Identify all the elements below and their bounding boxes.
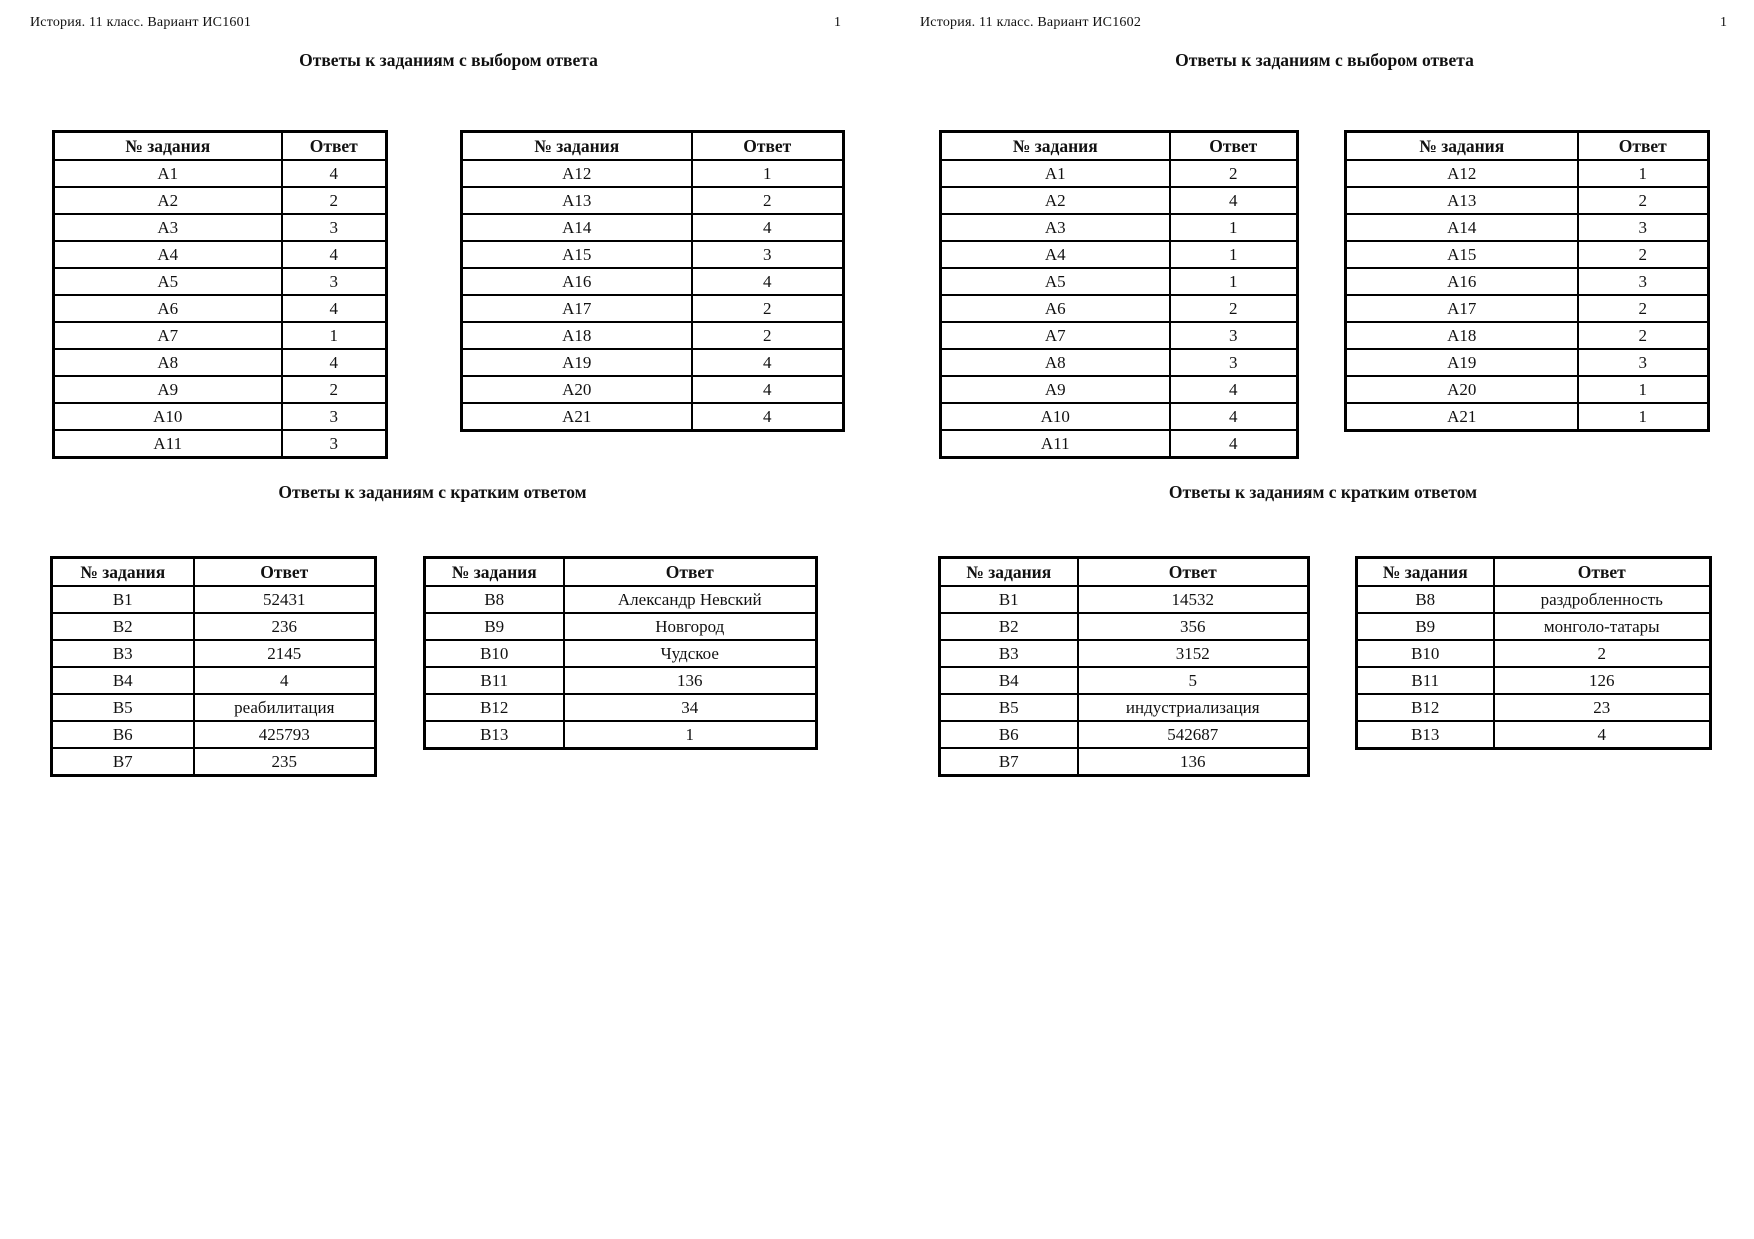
task-cell: В12 xyxy=(1357,694,1494,721)
answer-cell: 1 xyxy=(564,721,817,749)
page1-short-table-b8-b13 xyxy=(423,556,818,750)
task-cell: А7 xyxy=(54,322,282,349)
table-row xyxy=(462,268,844,295)
task-cell: В11 xyxy=(425,667,564,694)
task-cell: В1 xyxy=(940,586,1078,613)
task-cell: В7 xyxy=(940,748,1078,776)
task-cell: В9 xyxy=(425,613,564,640)
table-header-row xyxy=(1357,558,1711,587)
task-cell: В5 xyxy=(940,694,1078,721)
table-row xyxy=(940,640,1309,667)
answer-cell: Александр Невский xyxy=(564,586,817,613)
table-row xyxy=(940,586,1309,613)
task-cell: А14 xyxy=(462,214,692,241)
task-cell: В7 xyxy=(52,748,194,776)
answer-cell: 34 xyxy=(564,694,817,721)
table-row xyxy=(1346,214,1709,241)
task-col-header: № задания xyxy=(462,132,692,161)
task-cell: А13 xyxy=(462,187,692,214)
table-row xyxy=(52,721,376,748)
task-col-header: № задания xyxy=(941,132,1170,161)
task-cell: А12 xyxy=(1346,160,1578,187)
answer-cell: 23 xyxy=(1494,694,1711,721)
table-row xyxy=(1346,241,1709,268)
page1-header: История. 11 класс. Вариант ИС1601 xyxy=(30,15,252,30)
answer-cell: 425793 xyxy=(194,721,376,748)
table-row xyxy=(425,694,817,721)
task-cell: А19 xyxy=(1346,349,1578,376)
answer-cell: Чудское xyxy=(564,640,817,667)
table-row xyxy=(1357,694,1711,721)
task-cell: В9 xyxy=(1357,613,1494,640)
answer-cell: 2 xyxy=(692,322,844,349)
answer-cell: 2 xyxy=(1578,295,1709,322)
task-cell: А9 xyxy=(54,376,282,403)
task-col-header: № задания xyxy=(425,558,564,587)
task-cell: В1 xyxy=(52,586,194,613)
answer-cell: 2 xyxy=(1578,187,1709,214)
task-col-header: № задания xyxy=(1357,558,1494,587)
answer-cell: 3 xyxy=(282,403,387,430)
task-cell: А16 xyxy=(462,268,692,295)
table-header-row xyxy=(1346,132,1709,161)
answer-cell: 4 xyxy=(282,160,387,187)
task-col-header: № задания xyxy=(940,558,1078,587)
table-row xyxy=(54,322,387,349)
table-row xyxy=(462,376,844,403)
page1-short-table-b1-b7 xyxy=(50,556,377,777)
table-row xyxy=(54,160,387,187)
task-cell: А6 xyxy=(941,295,1170,322)
task-cell: А15 xyxy=(1346,241,1578,268)
task-cell: А19 xyxy=(462,349,692,376)
answer-cell: 3 xyxy=(1578,214,1709,241)
table-row xyxy=(54,295,387,322)
answer-cell: 5 xyxy=(1078,667,1309,694)
task-cell: А11 xyxy=(941,430,1170,458)
answer-cell: 542687 xyxy=(1078,721,1309,748)
table-header-row xyxy=(425,558,817,587)
task-cell: А8 xyxy=(54,349,282,376)
task-cell: В10 xyxy=(425,640,564,667)
page1-choice-table-a1-a11 xyxy=(52,130,388,459)
answer-cell: 4 xyxy=(1170,430,1298,458)
answer-col-header: Ответ xyxy=(1170,132,1298,161)
answer-cell: 1 xyxy=(282,322,387,349)
task-cell: А1 xyxy=(941,160,1170,187)
answer-cell: 4 xyxy=(194,667,376,694)
answer-cell: 3 xyxy=(282,214,387,241)
page1-short-section-title: Ответы к заданиям с кратким ответом xyxy=(278,482,587,502)
answer-cell: 356 xyxy=(1078,613,1309,640)
table-row xyxy=(1357,586,1711,613)
page2-choice-section-title: Ответы к заданиям с выбором ответа xyxy=(1175,50,1474,70)
answer-cell: 4 xyxy=(692,403,844,431)
answer-col-header: Ответ xyxy=(1494,558,1711,587)
task-cell: В5 xyxy=(52,694,194,721)
answer-cell: 1 xyxy=(692,160,844,187)
answer-cell: 1 xyxy=(1578,403,1709,431)
task-cell: В11 xyxy=(1357,667,1494,694)
answer-cell: 4 xyxy=(282,241,387,268)
task-cell: А13 xyxy=(1346,187,1578,214)
task-cell: В3 xyxy=(52,640,194,667)
table-row xyxy=(941,349,1298,376)
answer-cell: 126 xyxy=(1494,667,1711,694)
page2-choice-table-a1-a11 xyxy=(939,130,1299,459)
page2-short-section-title: Ответы к заданиям с кратким ответом xyxy=(1168,482,1478,502)
table-row xyxy=(1346,403,1709,431)
task-cell: А3 xyxy=(941,214,1170,241)
table-header-row xyxy=(54,132,387,161)
answer-cell: 2 xyxy=(282,376,387,403)
table-row xyxy=(1357,613,1711,640)
table-row xyxy=(52,613,376,640)
answer-cell: 3 xyxy=(282,430,387,458)
task-cell: В4 xyxy=(940,667,1078,694)
answer-cell: 1 xyxy=(1578,160,1709,187)
answer-cell: 3152 xyxy=(1078,640,1309,667)
answer-cell: раздробленность xyxy=(1494,586,1711,613)
page2-number: 1 xyxy=(1720,15,1728,30)
answer-cell: 3 xyxy=(692,241,844,268)
task-cell: А15 xyxy=(462,241,692,268)
answer-col-header: Ответ xyxy=(194,558,376,587)
answer-cell: 236 xyxy=(194,613,376,640)
answer-cell: 4 xyxy=(282,295,387,322)
task-cell: А12 xyxy=(462,160,692,187)
task-cell: А21 xyxy=(462,403,692,431)
task-cell: А10 xyxy=(54,403,282,430)
table-row xyxy=(1346,349,1709,376)
task-cell: А4 xyxy=(54,241,282,268)
task-cell: А17 xyxy=(1346,295,1578,322)
answer-cell: 1 xyxy=(1170,241,1298,268)
task-cell: А8 xyxy=(941,349,1170,376)
answer-col-header: Ответ xyxy=(692,132,844,161)
answer-cell: монголо-татары xyxy=(1494,613,1711,640)
table-row xyxy=(1357,667,1711,694)
table-row xyxy=(52,694,376,721)
answer-cell: 2 xyxy=(1578,322,1709,349)
table-row xyxy=(941,241,1298,268)
task-cell: А1 xyxy=(54,160,282,187)
table-row xyxy=(54,214,387,241)
task-cell: А20 xyxy=(1346,376,1578,403)
table-row xyxy=(425,613,817,640)
table-header-row xyxy=(941,132,1298,161)
table-row xyxy=(1346,295,1709,322)
answer-cell: 14532 xyxy=(1078,586,1309,613)
table-row xyxy=(54,376,387,403)
answer-cell: 3 xyxy=(282,268,387,295)
task-cell: А11 xyxy=(54,430,282,458)
table-row xyxy=(54,268,387,295)
task-cell: В3 xyxy=(940,640,1078,667)
page2-header: История. 11 класс. Вариант ИС1602 xyxy=(920,15,1142,30)
answer-cell: 136 xyxy=(564,667,817,694)
table-row xyxy=(462,403,844,431)
answer-cell: 2 xyxy=(1578,241,1709,268)
table-row xyxy=(52,640,376,667)
table-row xyxy=(52,667,376,694)
answer-cell: 2 xyxy=(1170,295,1298,322)
answer-cell: 4 xyxy=(692,214,844,241)
answer-cell: 3 xyxy=(1170,349,1298,376)
answer-cell: 4 xyxy=(692,268,844,295)
table-row xyxy=(52,748,376,776)
task-cell: В10 xyxy=(1357,640,1494,667)
task-cell: А20 xyxy=(462,376,692,403)
table-header-row xyxy=(52,558,376,587)
table-row xyxy=(1357,640,1711,667)
answer-cell: 2 xyxy=(1494,640,1711,667)
task-cell: А6 xyxy=(54,295,282,322)
answer-cell: 235 xyxy=(194,748,376,776)
page2-short-table-b1-b7 xyxy=(938,556,1310,777)
table-row xyxy=(1346,376,1709,403)
table-row xyxy=(941,295,1298,322)
task-cell: В8 xyxy=(1357,586,1494,613)
page1-number: 1 xyxy=(834,15,842,30)
answer-cell: 2 xyxy=(692,295,844,322)
task-cell: А4 xyxy=(941,241,1170,268)
answer-cell: 4 xyxy=(282,349,387,376)
table-row xyxy=(941,322,1298,349)
page1-choice-section-title: Ответы к заданиям с выбором ответа xyxy=(299,50,598,70)
answer-cell: 2145 xyxy=(194,640,376,667)
task-col-header: № задания xyxy=(52,558,194,587)
table-row xyxy=(425,586,817,613)
answer-cell: 3 xyxy=(1578,268,1709,295)
task-cell: А5 xyxy=(54,268,282,295)
table-row xyxy=(941,430,1298,458)
task-cell: В6 xyxy=(940,721,1078,748)
answer-cell: 3 xyxy=(1578,349,1709,376)
table-row xyxy=(1357,721,1711,749)
table-row xyxy=(425,640,817,667)
answer-cell: 4 xyxy=(1170,403,1298,430)
table-row xyxy=(940,667,1309,694)
table-row xyxy=(1346,187,1709,214)
table-row xyxy=(52,586,376,613)
answer-cell: 4 xyxy=(692,349,844,376)
page2-short-table-b8-b13 xyxy=(1355,556,1712,750)
answer-cell: 136 xyxy=(1078,748,1309,776)
table-row xyxy=(941,187,1298,214)
answer-cell: 2 xyxy=(1170,160,1298,187)
answer-col-header: Ответ xyxy=(564,558,817,587)
task-cell: В13 xyxy=(425,721,564,749)
task-cell: В12 xyxy=(425,694,564,721)
table-row xyxy=(462,160,844,187)
table-header-row xyxy=(940,558,1309,587)
table-row xyxy=(462,187,844,214)
task-cell: А21 xyxy=(1346,403,1578,431)
table-row xyxy=(462,214,844,241)
answer-cell: 4 xyxy=(1170,376,1298,403)
answer-cell: 1 xyxy=(1170,268,1298,295)
table-row xyxy=(54,187,387,214)
table-row xyxy=(54,403,387,430)
answer-cell: 4 xyxy=(692,376,844,403)
task-cell: А14 xyxy=(1346,214,1578,241)
task-cell: А18 xyxy=(1346,322,1578,349)
table-row xyxy=(54,349,387,376)
task-cell: А16 xyxy=(1346,268,1578,295)
task-col-header: № задания xyxy=(1346,132,1578,161)
task-cell: В2 xyxy=(52,613,194,640)
answer-col-header: Ответ xyxy=(282,132,387,161)
task-cell: В8 xyxy=(425,586,564,613)
table-row xyxy=(462,322,844,349)
answer-cell: 2 xyxy=(282,187,387,214)
table-row xyxy=(425,721,817,749)
task-cell: А17 xyxy=(462,295,692,322)
answer-cell: индустриализация xyxy=(1078,694,1309,721)
table-row xyxy=(462,241,844,268)
table-row xyxy=(1346,322,1709,349)
table-row xyxy=(462,349,844,376)
table-row xyxy=(425,667,817,694)
table-row xyxy=(940,748,1309,776)
table-row xyxy=(941,376,1298,403)
task-cell: А5 xyxy=(941,268,1170,295)
table-row xyxy=(941,214,1298,241)
task-cell: А9 xyxy=(941,376,1170,403)
task-cell: А18 xyxy=(462,322,692,349)
answer-col-header: Ответ xyxy=(1578,132,1709,161)
table-row xyxy=(1346,268,1709,295)
table-row xyxy=(941,160,1298,187)
answer-cell: Новгород xyxy=(564,613,817,640)
answer-cell: 4 xyxy=(1494,721,1711,749)
task-cell: А2 xyxy=(941,187,1170,214)
answer-cell: 3 xyxy=(1170,322,1298,349)
table-row xyxy=(54,241,387,268)
task-cell: А10 xyxy=(941,403,1170,430)
table-row xyxy=(941,268,1298,295)
answer-cell: реабилитация xyxy=(194,694,376,721)
task-cell: А7 xyxy=(941,322,1170,349)
answer-cell: 4 xyxy=(1170,187,1298,214)
page2-choice-table-a12-a21 xyxy=(1344,130,1710,432)
table-row xyxy=(940,721,1309,748)
task-cell: А2 xyxy=(54,187,282,214)
table-row xyxy=(940,613,1309,640)
table-row xyxy=(941,403,1298,430)
page1-choice-table-a12-a21 xyxy=(460,130,845,432)
table-row xyxy=(1346,160,1709,187)
answer-cell: 1 xyxy=(1578,376,1709,403)
table-row xyxy=(54,430,387,458)
task-cell: В2 xyxy=(940,613,1078,640)
task-cell: В4 xyxy=(52,667,194,694)
table-row xyxy=(940,694,1309,721)
answer-cell: 1 xyxy=(1170,214,1298,241)
task-cell: А3 xyxy=(54,214,282,241)
table-row xyxy=(462,295,844,322)
task-col-header: № задания xyxy=(54,132,282,161)
task-cell: В6 xyxy=(52,721,194,748)
answer-cell: 52431 xyxy=(194,586,376,613)
answer-cell: 2 xyxy=(692,187,844,214)
answer-col-header: Ответ xyxy=(1078,558,1309,587)
task-cell: В13 xyxy=(1357,721,1494,749)
table-header-row xyxy=(462,132,844,161)
